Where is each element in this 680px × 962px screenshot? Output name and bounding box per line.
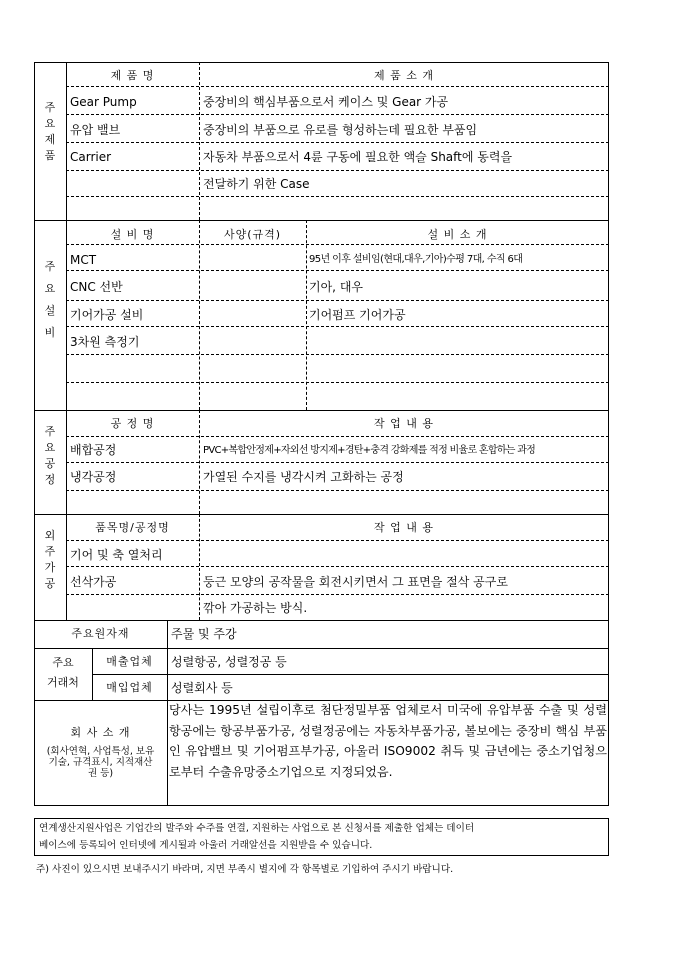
product-intro: 전달하기 위한 Case [203,177,310,191]
row-divider [66,594,609,595]
equipment-intro: 기어펌프 기어가공 [309,308,406,322]
purchase-companies-label: 매입업체 [106,681,153,694]
products-header-intro: 제 품 소 개 [374,69,434,82]
row-divider [66,436,609,437]
row-divider [66,142,609,143]
sales-companies-value: 성렬항공, 성렬정공 등 [171,655,287,669]
process-intro: PVC+복합안정제+자외선 방지제+경탄+충격 강화제를 적정 비율로 혼합하는 과정 [203,445,536,456]
product-name: Carrier [70,150,112,164]
equipment-name: CNC 선반 [70,280,123,294]
product-name: Gear Pump [70,95,137,109]
processes-header-intro: 작 업 내 용 [374,417,434,430]
product-intro: 자동차 부품으로서 4륜 구동에 필요한 액슬 Shaft에 동력을 [203,150,513,164]
row-divider [66,490,609,491]
partners-label: 주요 [52,656,74,669]
row-divider [66,300,609,301]
row-divider [66,244,609,245]
label-column-divider [167,620,168,806]
products-section-label: 주요제품 [44,101,56,162]
section-divider [34,514,609,515]
process-name: 냉각공정 [70,470,117,484]
equipment-header-intro: 설 비 소 개 [427,228,488,241]
outsourcing-name: 기어 및 축 열처리 [70,548,163,562]
row-divider [66,382,609,383]
company-intro-sublabel: (회사연혁, 사업특성, 보유기술, 규격표시, 지적재산권 등) [46,746,155,779]
product-intro: 중장비의 핵심부품으로서 케이스 및 Gear 가공 [203,95,449,109]
outsourcing-header-intro: 작 업 내 용 [374,521,434,534]
equipment-name: 3차원 측정기 [70,335,140,349]
outsourcing-intro: 깎아 가공하는 방식. [203,601,308,615]
row-divider [66,326,609,327]
products-header-name: 제 품 명 [110,69,155,82]
row-divider [66,462,609,463]
row-divider [66,354,609,355]
purchase-companies-value: 성렬회사 등 [171,681,233,695]
notice-line: 베이스에 등록되어 인터넷에 게시될과 아울러 거래알선을 지원받을 수 있습니다. [39,840,373,851]
section-divider [34,410,609,411]
row-divider [66,196,609,197]
footer-note: 주) 사진이 있으시면 보내주시기 바라며, 지면 부족시 별지에 각 항목별로 기입하여 주시기 바랍니다. [36,864,454,875]
section-divider [34,220,609,221]
outsourcing-header-name: 품목명/공정명 [95,521,170,534]
notice-box [34,818,609,856]
equipment-section-label: 주요설비 [44,260,56,339]
section-divider [34,648,609,649]
equipment-intro: 기아, 대우 [309,280,363,294]
row-divider [66,170,609,171]
row-divider [66,540,609,541]
row-divider [66,566,609,567]
product-name: 유압 밸브 [70,123,121,137]
outsourcing-intro: 둥근 모양의 공작물을 회전시키면서 그 표면을 절삭 공구로 [203,575,508,589]
process-name: 배합공정 [70,443,117,457]
process-intro: 가열된 수지를 냉각시켜 고화하는 공정 [203,470,404,484]
equipment-header-name: 설 비 명 [110,228,155,241]
processes-header-name: 공 정 명 [110,417,155,430]
outsourcing-section-label: 외주가공 [44,529,56,590]
equipment-header-spec: 사양(규격) [223,228,282,241]
company-intro-text: 당사는 1995년 설립이후로 첨단정밀부품 업체로서 미국에 유압부품 수출 및 성렬항공에는 항공부품가공, 성렬정공에는 자동차부품가공, 볼보에는 중장비 핵심 부품인 유압밸브 및 기어펌프부가공, 아울러 ISO9002 취득 및 금년에는 중소기업청으로부터 수출유망중소기업으로 지정되었음. [169,703,607,779]
sales-companies-label: 매출업체 [106,655,153,668]
partners-label: 거래처 [47,676,79,689]
raw-materials-label: 주요원자재 [71,627,130,640]
row-divider [66,114,609,115]
label-column-divider [66,62,67,620]
equipment-name: MCT [70,253,97,267]
row-divider [66,86,609,87]
raw-materials-value: 주물 및 주강 [171,627,237,641]
outsourcing-name: 선삭가공 [70,575,117,589]
company-intro-label: 회 사 소 개 [70,726,131,739]
processes-section-label: 주요공정 [44,425,56,486]
equipment-name: 기어가공 설비 [70,308,144,322]
product-intro: 중장비의 부품으로 유로를 형성하는데 필요한 부품임 [203,123,478,137]
notice-line: 연계생산지원사업은 기업간의 발주와 수주를 연결, 지원하는 사업으로 본 신청서를 제출한 업체는 데이터 [39,823,475,834]
row-divider [66,270,609,271]
section-divider [34,620,609,621]
section-divider [92,674,609,675]
equipment-intro: 95년 이후 설비임(현대,대우,기아)수평 7대, 수직 6대 [309,254,523,265]
